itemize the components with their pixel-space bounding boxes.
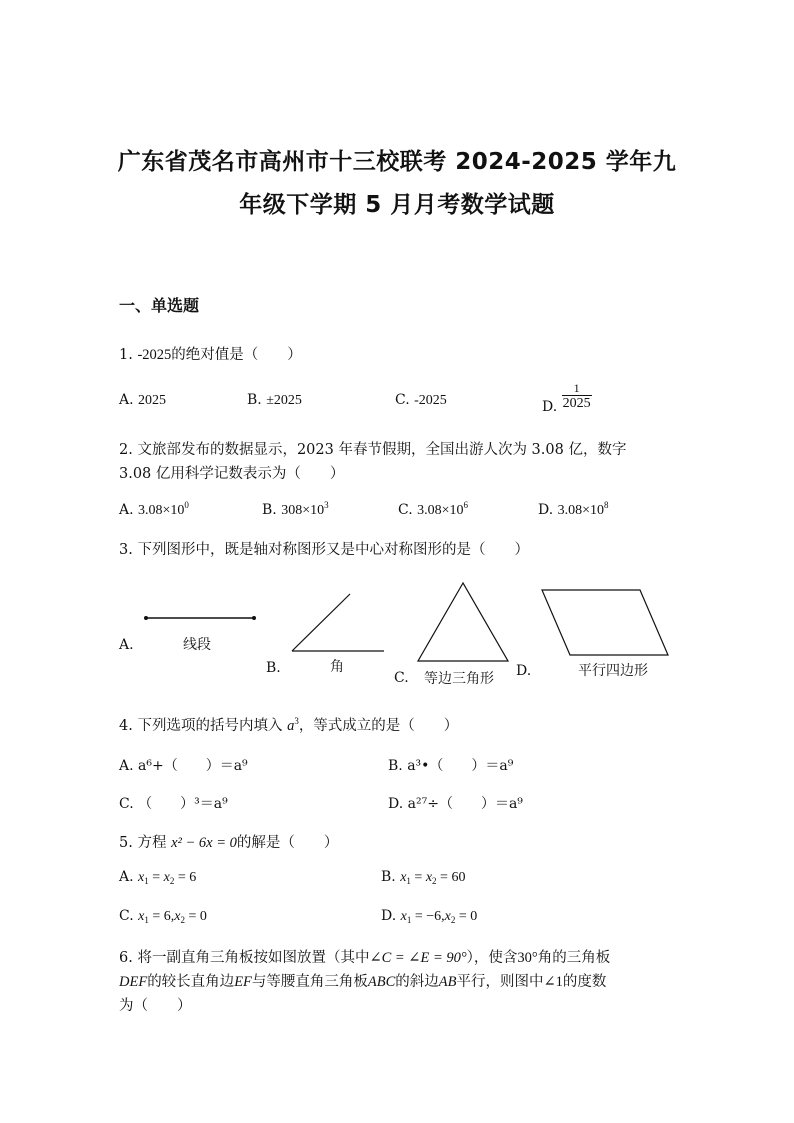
question-3: 3. 下列图形中，既是轴对称图形又是中心对称图形的是（ ） bbox=[119, 542, 529, 558]
option-letter: B. bbox=[247, 392, 262, 408]
text: 与等腰直角三角板 bbox=[251, 974, 368, 990]
option-letter: A. bbox=[119, 392, 134, 408]
text: 平行，则图中 bbox=[456, 974, 544, 990]
option-letter: D. bbox=[538, 502, 554, 518]
math: ∠C = ∠E = 90° bbox=[369, 950, 467, 966]
exponent: 3 bbox=[324, 500, 329, 510]
q3-caption-c: 等边三角形 bbox=[424, 671, 494, 687]
q3-caption-b: 角 bbox=[330, 659, 344, 675]
exponent: 0 bbox=[184, 500, 189, 510]
equilateral-triangle-figure bbox=[418, 583, 508, 661]
option-value: 60 bbox=[451, 870, 466, 885]
option-letter: D. bbox=[542, 399, 558, 415]
fraction-denominator: 2025 bbox=[562, 396, 591, 411]
option-value: 3.08×10 bbox=[557, 503, 605, 518]
exponent: 6 bbox=[463, 500, 469, 510]
option-value: a³•（ ）＝a⁹ bbox=[407, 758, 514, 774]
option-value: -2025 bbox=[414, 393, 447, 408]
math: ∠1 bbox=[543, 974, 563, 990]
q5-option-a[interactable]: A. $x_1 = x_2 = 6$ bbox=[119, 869, 197, 886]
math: AB bbox=[438, 974, 457, 990]
option-value: 6 bbox=[163, 909, 171, 924]
question-2-line-1: 2. 文旅部发布的数据显示，2023 年春节假期，全国出游人次为 3.08 亿，数字 bbox=[119, 442, 627, 458]
option-value-2: 0 bbox=[470, 909, 478, 924]
question-4-text: 4. 下列选项的括号内填入 bbox=[119, 718, 288, 734]
option-value: a⁶+（ ）＝a⁹ bbox=[138, 758, 248, 774]
document-title-line-1: 广东省茂名市高州市十三校联考 2024-2025 学年九 bbox=[117, 149, 677, 175]
q5-option-c[interactable]: C. $x_1 = 6,x_2 = 0$ bbox=[119, 908, 207, 925]
question-5-text-end: 的解是（ ） bbox=[236, 835, 339, 851]
exponent: 3 bbox=[294, 716, 299, 726]
question-1-expression: -2025 bbox=[137, 347, 172, 363]
q3-option-a[interactable]: A. bbox=[119, 637, 134, 653]
exponent: 8 bbox=[604, 500, 609, 510]
option-value: −6 bbox=[426, 909, 442, 924]
question-4 bbox=[119, 714, 458, 735]
angle-figure bbox=[292, 594, 384, 651]
option-letter: A. bbox=[119, 502, 134, 518]
option-letter: A. bbox=[119, 869, 134, 885]
question-2-line-2: 3.08 亿用科学记数表示为（ ） bbox=[119, 466, 345, 482]
option-letter: C. bbox=[119, 908, 134, 924]
q5-option-b[interactable]: B. $x_1 = x_2 = 60$ bbox=[381, 869, 466, 886]
q3-caption-a: 线段 bbox=[183, 637, 211, 653]
option-letter: B. bbox=[262, 502, 277, 518]
option-value: 2025 bbox=[138, 393, 167, 408]
question-6-line-2 bbox=[119, 970, 606, 991]
option-value: 3.08×10 bbox=[417, 503, 464, 518]
option-letter: C. bbox=[398, 502, 413, 518]
fraction-numerator: 1 bbox=[573, 381, 580, 395]
question-6-line-1 bbox=[119, 946, 610, 967]
question-1-text: 的绝对值是（ ） bbox=[171, 347, 302, 363]
question-5 bbox=[119, 831, 338, 852]
option-letter: C. bbox=[119, 796, 134, 812]
text: 角的三角板 bbox=[537, 950, 611, 966]
q4-option-a[interactable] bbox=[119, 755, 248, 775]
option-letter: B. bbox=[388, 758, 403, 774]
q4-option-c[interactable] bbox=[119, 793, 228, 813]
text: 的斜边 bbox=[395, 974, 439, 990]
text: 6. 将一副直角三角板按如图放置（其中 bbox=[119, 950, 370, 966]
q3-option-b[interactable]: B. bbox=[266, 660, 281, 676]
question-4-text-end: ，等式成立的是（ ） bbox=[298, 718, 459, 734]
question-6-line-3: 为（ ） bbox=[119, 998, 192, 1014]
option-value: a²⁷÷（ ）＝a⁹ bbox=[407, 796, 523, 812]
q3-option-c[interactable]: C. bbox=[394, 670, 409, 686]
q4-option-b[interactable] bbox=[388, 755, 513, 775]
math: ABC bbox=[367, 974, 396, 990]
math: EF bbox=[234, 974, 252, 990]
option-value: 3.08×10 bbox=[138, 503, 185, 518]
text: 的度数 bbox=[562, 974, 607, 990]
question-5-text: 5. 方程 bbox=[119, 835, 172, 851]
option-value: ±2025 bbox=[266, 393, 302, 408]
q3-option-d[interactable]: D. bbox=[516, 663, 532, 679]
option-value: （ ）³＝a⁹ bbox=[138, 796, 228, 812]
q3-caption-d: 平行四边形 bbox=[578, 663, 648, 679]
q4-option-d[interactable] bbox=[388, 793, 523, 813]
option-value: 6 bbox=[189, 870, 197, 885]
math: DEF bbox=[119, 974, 148, 990]
variable: a bbox=[287, 718, 295, 734]
option-letter: D. bbox=[388, 796, 404, 812]
option-value-2: 0 bbox=[199, 909, 207, 924]
option-value: 308×10 bbox=[281, 503, 325, 518]
option-letter: A. bbox=[119, 758, 134, 774]
text: 的较长直角边 bbox=[147, 974, 235, 990]
option-letter: C. bbox=[395, 392, 410, 408]
option-letter: D. bbox=[381, 908, 397, 924]
line-segment-figure bbox=[144, 616, 256, 620]
question-1-number: 1. bbox=[119, 347, 133, 363]
equation: x² − 6x = 0 bbox=[171, 835, 237, 851]
option-letter: B. bbox=[381, 869, 396, 885]
math: 30° bbox=[517, 950, 538, 966]
parallelogram-figure bbox=[542, 590, 668, 655]
text: ），使含 bbox=[466, 950, 518, 966]
section-heading: 一、单选题 bbox=[119, 296, 200, 315]
document-title-line-2: 年级下学期 5 月月考数学试题 bbox=[239, 192, 555, 218]
q5-option-d[interactable]: D. $x_1 = -6,x_2 = 0$ bbox=[381, 908, 478, 925]
